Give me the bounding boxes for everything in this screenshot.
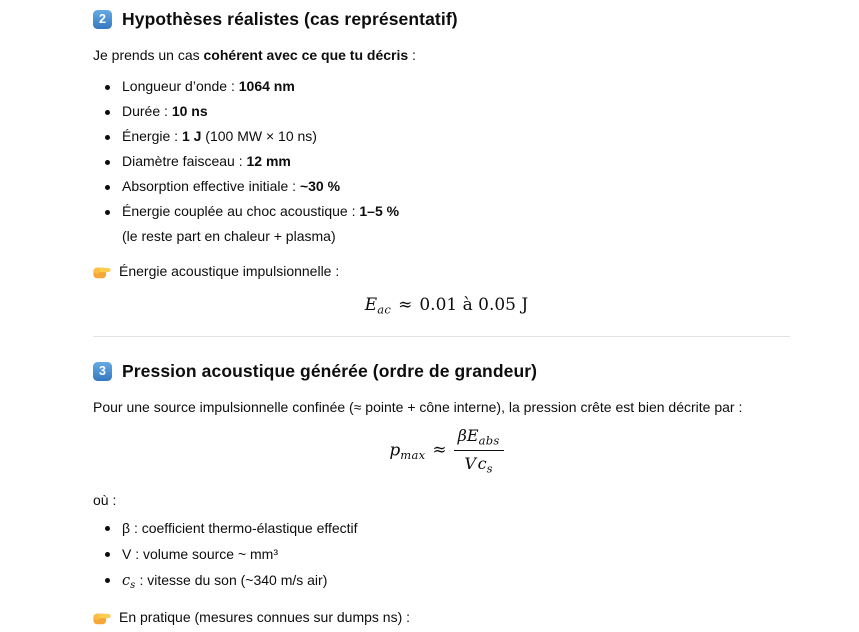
pointer-text: Énergie acoustique impulsionnelle : xyxy=(119,263,340,279)
list-item xyxy=(93,515,800,541)
var-symbol: V xyxy=(122,545,132,562)
pointer-line-pratique xyxy=(93,607,800,628)
formula-peak-pressure xyxy=(93,426,800,476)
math-subscript: s xyxy=(486,461,493,476)
intro-paragraph: Pour une source impulsionnelle confinée (≈ pointe + cône interne), la pression crête est bien décrite par : xyxy=(93,398,743,415)
section-heading-hypotheses xyxy=(93,9,800,30)
item-label: Énergie : xyxy=(122,128,182,144)
item-note: (le reste part en chaleur + plasma) xyxy=(122,228,336,244)
var-text: : volume source ~ mm³ xyxy=(131,545,278,562)
math-var: c xyxy=(477,454,487,473)
pointer-text: En pratique (mesures connues sur dumps ns) : xyxy=(119,608,411,625)
math-var: p xyxy=(389,440,401,460)
math-approx: ≈ xyxy=(398,295,413,315)
item-value: 1064 nm xyxy=(238,78,295,94)
math-var: E xyxy=(364,295,378,315)
math-fraction xyxy=(454,426,504,476)
item-label: Absorption effective initiale : xyxy=(122,178,300,194)
intro-post: : xyxy=(408,47,416,63)
var-symbol: β xyxy=(122,519,131,536)
math-subscript: abs xyxy=(478,433,500,447)
math-approx: ≈ xyxy=(432,440,447,460)
fraction-numerator xyxy=(454,426,504,452)
list-item xyxy=(93,74,800,99)
item-value: 1–5 % xyxy=(359,203,400,219)
keycap-2-icon: 2 xyxy=(93,10,112,29)
section-heading-pression xyxy=(93,361,800,382)
math-value: 0.01 à 0.05 J xyxy=(419,295,529,315)
keycap-3-icon: 3 xyxy=(93,362,112,381)
list-item xyxy=(93,124,800,149)
math-beta: β xyxy=(457,425,467,445)
intro-bold: cohérent avec ce que tu décris xyxy=(203,47,409,63)
pointing-right-icon xyxy=(93,609,111,627)
intro-pre: Je prends un cas xyxy=(93,47,204,63)
where-label: où : xyxy=(93,491,117,508)
math-subscript: ac xyxy=(377,302,392,317)
item-tail: (100 MW × 10 ns) xyxy=(201,128,317,144)
item-label: Longueur d’onde : xyxy=(122,78,239,94)
list-item xyxy=(93,174,800,199)
fraction-denominator xyxy=(454,451,504,476)
intro-paragraph xyxy=(93,45,800,66)
pointer-line-energy xyxy=(93,261,800,282)
var-text: : vitesse du son (~340 m/s air) xyxy=(135,571,328,588)
item-value: ~30 % xyxy=(299,178,341,194)
section-title: Hypothèses réalistes (cas représentatif) xyxy=(122,9,458,29)
math-var: E xyxy=(466,425,479,445)
variables-list xyxy=(93,515,800,599)
item-label: Diamètre faisceau : xyxy=(122,153,247,169)
item-label: Énergie couplée au choc acoustique : xyxy=(122,203,360,219)
item-label: Durée : xyxy=(122,103,172,119)
pointing-right-icon xyxy=(93,263,111,281)
item-value: 12 mm xyxy=(246,153,291,169)
math-subscript: s xyxy=(130,579,136,591)
math-var: V xyxy=(464,454,477,473)
list-item xyxy=(93,99,800,124)
var-text: : coefficient thermo-élastique effectif xyxy=(130,519,358,536)
math-subscript: max xyxy=(400,447,426,462)
math-var: c xyxy=(122,572,131,589)
assumptions-list xyxy=(93,74,800,249)
item-value: 1 J xyxy=(181,128,202,144)
item-value: 10 ns xyxy=(171,103,208,119)
formula-acoustic-energy xyxy=(93,295,800,317)
section-title: Pression acoustique générée (ordre de grandeur) xyxy=(122,360,538,381)
list-item xyxy=(93,149,800,174)
list-item xyxy=(93,541,800,567)
list-item xyxy=(93,199,800,249)
var-symbol-math xyxy=(122,573,136,589)
list-item xyxy=(93,567,800,599)
section-divider xyxy=(93,336,790,337)
